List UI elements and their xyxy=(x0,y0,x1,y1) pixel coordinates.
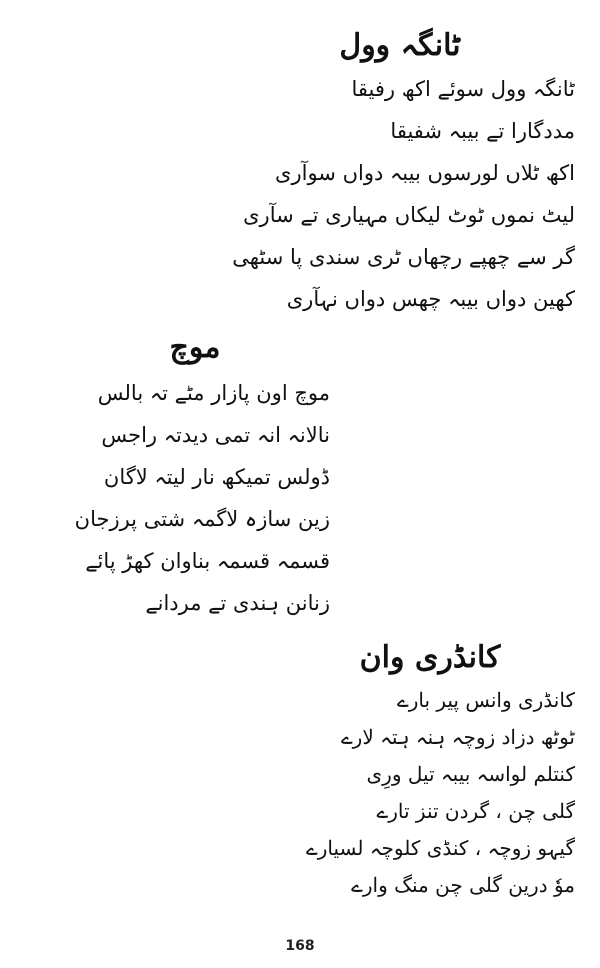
poem-line: قسمہ قسمہ بناوان کھڑ پائے xyxy=(85,549,330,573)
poem-line: ٹوٹھ دزاد زوچہ ہنہ ہتہ لارے xyxy=(340,725,575,749)
poem-line: کھین دواں بیبہ چھس دواں نہآری xyxy=(286,287,575,311)
poem-line: کنتلم لواسہ بیبہ تیل ورِی xyxy=(366,762,575,786)
poem-moch xyxy=(60,330,330,624)
poem-line: موچ اون پازار مٹے تہ بالس xyxy=(97,381,330,405)
poem-line: مددگارا تے بیبہ شفیقا xyxy=(390,119,575,143)
poem-tanga-vol xyxy=(232,28,575,320)
poem-line: نالانہ انہ تمی دیدتہ راجس xyxy=(101,423,330,447)
poem-line: زین سازہ لاگمہ شتی پرزجان xyxy=(74,507,330,531)
poem-line: لیٹ نموں ٹوٹ لیکاں مہیاری تے سآری xyxy=(243,203,575,227)
poem-lines xyxy=(245,682,575,904)
poem-lines xyxy=(60,372,330,624)
page-number: 168 xyxy=(285,938,315,954)
poem-line: گیہو زوچہ ، کنڈی کلوچہ لسیارے xyxy=(306,836,575,860)
poem-line: ڈولس تمیکھ نار لیتہ لاگان xyxy=(103,465,330,489)
poem-title: ٹانگہ وول xyxy=(339,28,461,63)
poem-kandri-wan xyxy=(245,640,575,904)
poem-line: زنانن ہندی تے مردانے xyxy=(145,591,330,615)
poem-line: گلی چن ، گردن تنز تارے xyxy=(376,799,575,823)
poem-lines xyxy=(232,68,575,320)
poem-title: کانڈری وان xyxy=(359,640,501,675)
poem-line: کانڈری وانس پیر بارے xyxy=(396,688,575,712)
poem-line: موٗ درین گلی چن منگ وارے xyxy=(351,873,575,897)
poem-line: گر سے چھپے رچھاں ٹری سندی پا سٹھی xyxy=(232,245,575,269)
poem-title: موچ xyxy=(169,330,221,365)
poem-line: اکھ ٹلاں لورسوں بیبہ دواں سوآری xyxy=(275,161,575,185)
poem-line: ٹانگہ وول سوئے اکھ رفیقا xyxy=(351,77,575,101)
